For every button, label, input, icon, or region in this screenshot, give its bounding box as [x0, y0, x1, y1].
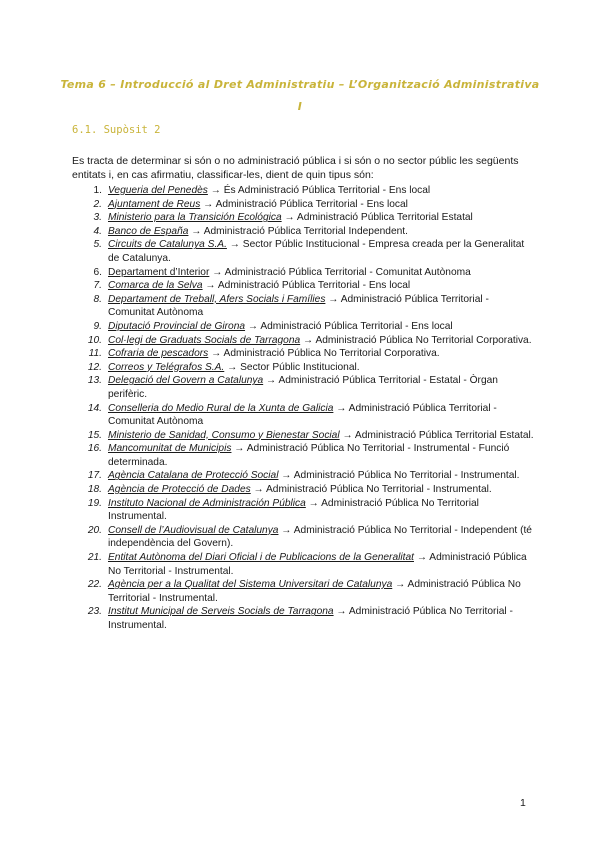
item-number: 4.: [93, 225, 102, 237]
list-item: [72, 429, 534, 443]
item-number: 17.: [87, 470, 102, 482]
list-item: [72, 320, 534, 334]
item-number: 11.: [88, 348, 102, 360]
entity-classification: → Administració Pública Territorial - Comunitat Autònoma: [108, 402, 497, 428]
entity-classification: → Administració Pública Territorial - Comunitat Autònoma: [108, 293, 489, 319]
entity-name: Vegueria del Penedès: [108, 185, 208, 196]
list-item: [72, 578, 534, 605]
entity-name: Agència Catalana de Protecció Social: [108, 470, 279, 482]
item-number: 19.: [87, 497, 102, 509]
entity-classification: → Administració Pública No Territorial - Instrumental.: [278, 470, 520, 482]
entity-name: Entitat Autònoma del Diari Oficial i de Publicacions de la Generalitat: [108, 552, 414, 564]
entity-classification: → Administració Pública Territorial Estatal: [281, 212, 473, 224]
list-item: [72, 402, 534, 429]
list-item: [72, 347, 534, 361]
list-item: [72, 334, 534, 348]
item-number: 6.: [93, 266, 102, 278]
list-item: [72, 442, 534, 469]
entity-classification: → Administració Pública No Territorial Instrumental.: [108, 497, 479, 523]
entity-name: Circuits de Catalunya S.A.: [108, 239, 227, 251]
item-number: 15.: [87, 429, 102, 441]
document-title: Tema 6 – Introducció al Dret Administratiu – L’Organització Administrativa I: [60, 78, 540, 113]
entity-name: Cofraria de pescadors: [108, 348, 209, 360]
entity-classification: → Administració Pública No Territorial - Instrumental.: [108, 579, 521, 604]
item-number: 21.: [87, 552, 102, 564]
entity-name: Comarca de la Selva: [108, 280, 203, 292]
entity-name: Departament de Treball, Afers Socials i Famílies: [108, 293, 326, 305]
item-number: 16.: [87, 443, 102, 455]
entity-name: Correos y Telégrafos S.A.: [108, 361, 225, 373]
list-item: [72, 483, 534, 497]
entity-name: Conselleria do Medio Rural de la Xunta de Galicia: [108, 402, 334, 414]
list-item: [72, 524, 534, 551]
item-number: 20.: [87, 524, 102, 536]
list-item: [72, 605, 534, 632]
list-item: [72, 279, 534, 293]
entity-classification: → Administració Pública Territorial Estatal.: [339, 429, 534, 441]
item-number: 23.: [87, 606, 102, 618]
entity-name: Ministerio para la Transición Ecológica: [108, 212, 282, 224]
entity-classification: → Administració Pública Territorial - Ens local: [202, 280, 411, 292]
entity-name: Instituto Nacional de Administración Pública: [108, 497, 306, 509]
page-number: 1: [520, 797, 526, 809]
list-item: [72, 374, 534, 401]
list-item: [72, 198, 534, 212]
item-number: 5.: [93, 239, 102, 251]
entity-name: Institut Municipal de Serveis Socials de Tarragona: [108, 606, 334, 618]
item-number: 9.: [93, 320, 102, 332]
item-number: 22.: [87, 579, 102, 591]
entity-name: Mancomunitat de Municipis: [108, 443, 232, 455]
item-number: 7.: [93, 280, 102, 292]
entity-classification: → Administració Pública Territorial Independent.: [188, 225, 408, 237]
entity-classification: → Administració Pública No Territorial - Instrumental.: [108, 552, 527, 577]
entity-classification: → Administració Pública Territorial - Estatal - Òrgan perifèric.: [108, 375, 498, 400]
entity-name: Banco de España: [108, 225, 189, 237]
entity-name: Agència de Protecció de Dades: [108, 484, 251, 496]
entity-classification: → Administració Pública No Territorial - Instrumental.: [108, 606, 513, 631]
item-number: 18.: [87, 484, 102, 496]
entity-name: Diputació Provincial de Girona: [108, 320, 246, 332]
item-number: 3.: [93, 212, 102, 224]
entity-name: Ministerio de Sanidad, Consumo y Bienestar Social: [108, 429, 340, 441]
section-heading: 6.1. Supòsit 2: [72, 124, 161, 136]
entity-name: Departament d’Interior: [108, 266, 210, 278]
entity-name: Ajuntament de Reus: [108, 198, 201, 210]
entity-name: Consell de l’Audiovisual de Catalunya: [108, 524, 279, 536]
list-item: [72, 497, 534, 524]
list-item: [72, 361, 534, 375]
entity-classification: → Administració Pública No Territorial - Independent (té independència del Govern).: [108, 524, 532, 550]
entity-name: Delegació del Govern a Catalunya: [108, 375, 264, 387]
item-number: 13.: [87, 375, 102, 387]
list-item: [72, 184, 534, 198]
entity-classification: → És Administració Pública Territorial - Ens local: [207, 185, 431, 196]
item-number: 8.: [93, 293, 102, 305]
entity-classification: → Administració Pública Territorial - Ens local: [245, 320, 453, 332]
list-item: [72, 266, 534, 280]
item-number: 1.: [93, 185, 102, 196]
list-item: [72, 238, 534, 265]
entity-classification: → Administració Pública Territorial - Comunitat Autònoma: [209, 266, 471, 278]
entity-classification: → Administració Pública No Territorial - Instrumental.: [250, 484, 492, 496]
list-item: [72, 551, 534, 578]
intro-paragraph: Es tracta de determinar si són o no administració pública i si són o no sector públic les següents entitats i, en cas afirmatiu, classificar-les, dient de quin tipus són:: [72, 155, 519, 181]
item-number: 14.: [87, 402, 102, 414]
entity-classification: → Sector Públic Institucional - Empresa creada per la Generalitat de Catalunya.: [108, 239, 525, 264]
entity-classification: → Administració Pública No Territorial Corporativa.: [300, 334, 532, 346]
entity-name: Col·legi de Graduats Socials de Tarragona: [108, 334, 301, 346]
list-item: [72, 469, 534, 483]
list-item: [72, 225, 534, 239]
entity-classification: → Administració Pública No Territorial Corporativa.: [208, 348, 440, 360]
entity-name: Agència per a la Qualitat del Sistema Universitari de Catalunya: [108, 579, 393, 591]
entity-classification: → Administració Pública No Territorial - Instrumental - Funció determinada.: [108, 443, 510, 468]
entity-classification: → Administració Pública Territorial - Ens local: [200, 198, 408, 210]
item-number: 12.: [87, 361, 102, 373]
item-number: 10.: [87, 334, 102, 346]
entity-classification: → Sector Públic Institucional.: [224, 361, 360, 373]
list-item: [72, 211, 534, 225]
item-number: 2.: [93, 198, 102, 210]
list-item: [72, 293, 534, 320]
entity-list: [72, 184, 534, 633]
